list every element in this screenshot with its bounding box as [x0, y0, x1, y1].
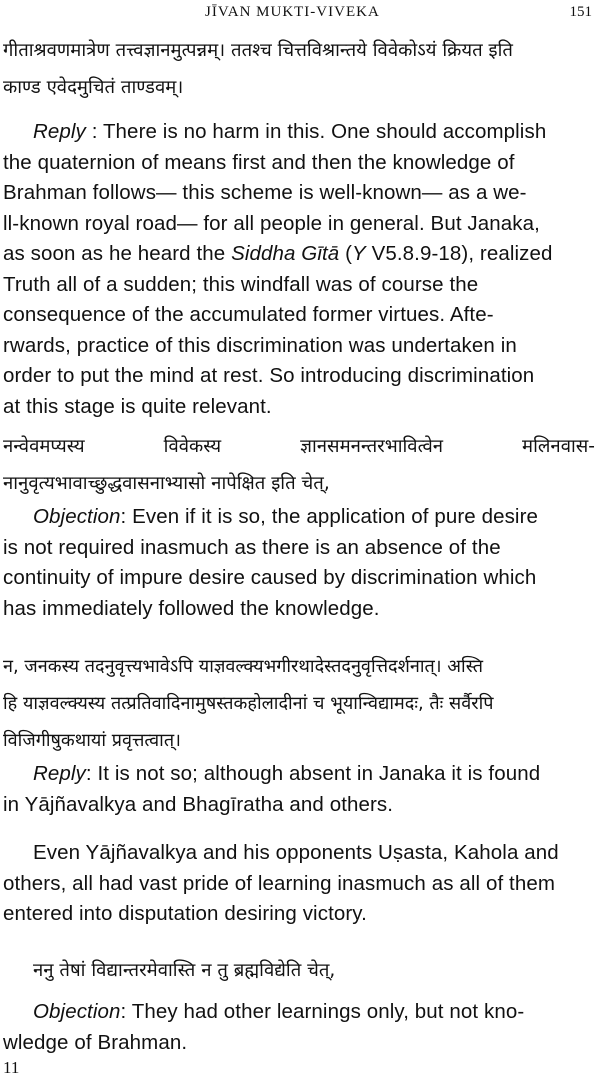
sanskrit-passage-1 [3, 32, 595, 106]
sanskrit-passage-3: न, जनकस्य तदनुवृत्त्यभावेऽपि याज्ञवल्क्यभगीरथादेस्तदनुवृत्तिदर्शनात्। अस्ति हि याज्ञवल्क्यस्य तत्प्रतिवादिनामुषस्तकहोलादीनां च भूयान्विद्यामदः, तैः सर्वैरपि विजिगीषुकथायां प्रवृत्तत्वात्। [3, 656, 494, 751]
running-head [0, 4, 600, 26]
objection-paragraph-2: Objection: They had other learnings only, but not kno- wledge of Brahman. [3, 1000, 525, 1054]
signature-mark: 11 [3, 1058, 20, 1077]
objection-label: Objection [33, 1000, 121, 1023]
reply-label: Reply [33, 120, 86, 143]
sanskrit-line: काण्ड एवेदमुचितं ताण्डवम्। [3, 77, 184, 98]
objection-paragraph-1: Objection: Even if it is so, the application of pure desire is not required inasmuch as there is an absence of the continuity of impure desire caused by discrimination which has immediately followed the knowledge. [3, 505, 539, 620]
reply-paragraph-2: Reply: It is not so; although absent in Janaka it is found in Yājñavalkya and Bhagīratha and others. [3, 762, 541, 816]
paragraph-3: Even Yājñavalkya and his opponents Uṣasta, Kahola and others, all had vast pride of learning inasmuch as all of them entered into disputation desiring victory. [3, 841, 559, 925]
running-title: JĪVAN MUKTI-VIVEKA [205, 4, 380, 20]
page-number: 151 [569, 4, 592, 20]
reply-paragraph-1: Reply : There is no harm in this. One should accomplish the quaternion of means first and then the knowledge of Brahman follows— this scheme is well-known— as a we- ll-known royal road— for all people in general. But Janaka, as soon as he heard the Siddha Gītā (Y V5.8.9-18), realized Truth all of a sudden; this windfall was of course the consequence of the accumulated former virtues. Afte- rwards, practice of this discrimination was undertaken in order to put the mind at rest. So introducing discrimination at this stage is quite relevant. [3, 120, 553, 418]
sanskrit-passage-4: ननु तेषां विद्यान्तरमेवास्ति न तु ब्रह्मविद्येति चेत्, [33, 960, 336, 981]
sanskrit-line: गीताश्रवणमात्रेण तत्त्वज्ञानमुत्पन्नम्। ततश्च चित्तविश्रान्तये विवेकोऽयं क्रियत इति [3, 40, 513, 61]
objection-label: Objection [33, 505, 121, 528]
sanskrit-passage-2: नन्वेवमप्यस्य विवेकस्य ज्ञानसमनन्तरभावित्वेन मलिनवास- नानुवृत्यभावाच्छुद्धवासनाभ्यासो नापेक्षित इति चेत्, [3, 436, 595, 494]
text-title-siddha-gita: Siddha Gītā [231, 242, 340, 265]
reply-label: Reply [33, 762, 86, 785]
